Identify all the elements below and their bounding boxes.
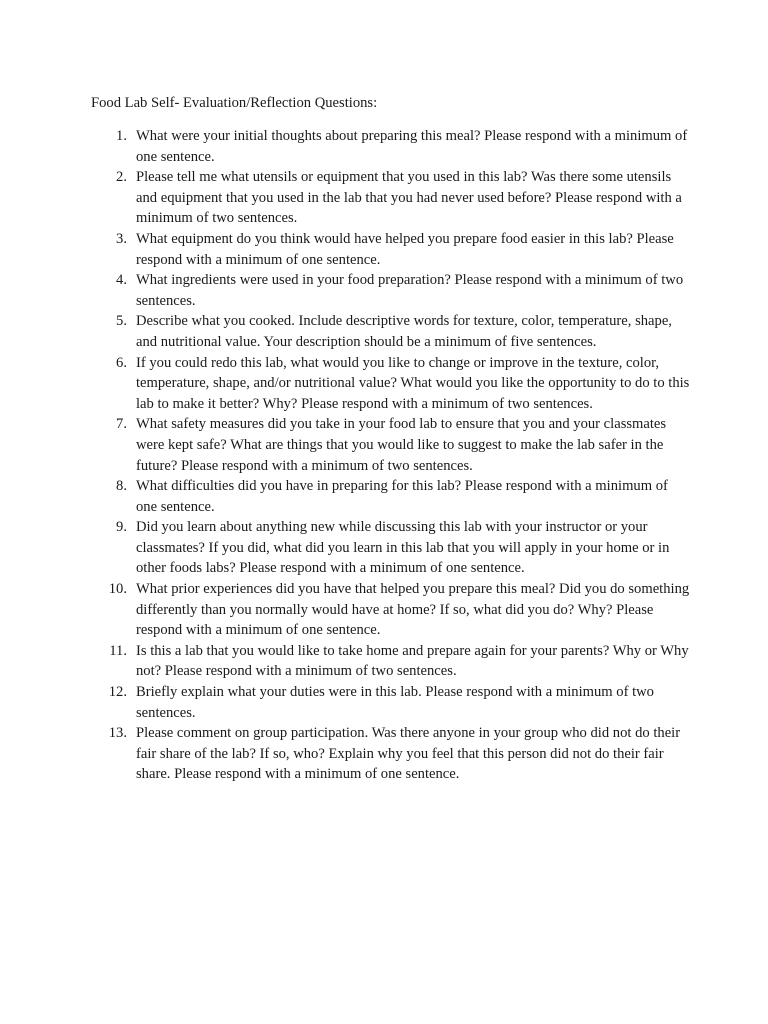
question-item <box>91 270 691 311</box>
question-text: What prior experiences did you have that helped you prepare this meal? Did you do something differently than you normally would have at home? If so, what did you do? Why? Please respond with a minimum of one sentence. <box>136 581 690 639</box>
question-text: Did you learn about anything new while discussing this lab with your instructor or your classmates? If you did, what did you learn in this lab that you will apply in your home or in other foods labs? Please respond with a minimum of one sentence. <box>136 519 670 577</box>
question-number: 1. <box>116 128 127 144</box>
question-item <box>91 476 691 517</box>
question-text: Please comment on group participation. Was there anyone in your group who did not do their fair share of the lab? If so, who? Explain why you feel that this person did not do their fair share. Please respond with a minimum of one sentence. <box>136 725 681 783</box>
question-item <box>91 723 691 785</box>
question-text: Is this a lab that you would like to take home and prepare again for your parents? Why or Why not? Please respond with a minimum of two sentences. <box>136 642 689 680</box>
question-number: 2. <box>116 169 127 186</box>
question-number: 10. <box>108 581 127 598</box>
question-item <box>91 414 691 476</box>
question-item <box>91 229 691 270</box>
question-text: What were your initial thoughts about preparing this meal? Please respond with a minimum of one sentence. <box>136 128 688 165</box>
question-number: 11. <box>109 642 127 659</box>
question-text: What equipment do you think would have helped you prepare food easier in this lab? Please respond with a minimum of one sentence. <box>136 230 674 268</box>
question-item <box>91 353 691 415</box>
question-text: Briefly explain what your duties were in this lab. Please respond with a minimum of two sentences. <box>136 684 654 721</box>
question-text: Describe what you cooked. Include descriptive words for texture, color, temperature, shape, and nutritional value. Your description should be a minimum of five sentences. <box>136 313 672 350</box>
question-number: 3. <box>116 230 127 247</box>
document-title: Food Lab Self- Evaluation/Reflection Questions: <box>91 95 378 111</box>
question-text: What safety measures did you take in your food lab to ensure that you and your classmates were kept safe? What are things that you would like to suggest to make the lab safer in the future? Please respond with a minimum of two sentences. <box>136 416 667 474</box>
question-item <box>91 579 691 641</box>
question-number: 12. <box>108 684 127 701</box>
question-number: 9. <box>116 519 127 536</box>
question-number: 4. <box>116 272 127 289</box>
question-number: 7. <box>116 416 127 433</box>
question-item <box>91 682 691 723</box>
question-text: What difficulties did you have in preparing for this lab? Please respond with a minimum of one sentence. <box>136 478 668 515</box>
question-number: 13. <box>108 725 127 742</box>
question-number: 5. <box>116 313 127 330</box>
question-item <box>91 167 691 229</box>
question-item <box>91 311 691 352</box>
question-item <box>91 641 691 682</box>
question-list <box>91 126 691 785</box>
question-text: If you could redo this lab, what would you like to change or improve in the texture, color, temperature, shape, and/or nutritional value? What would you like the opportunity to do to this lab to make it better? Why? Please respond with a minimum of two sentences. <box>136 354 690 412</box>
question-item <box>91 126 691 167</box>
question-item <box>91 517 691 579</box>
question-number: 6. <box>116 354 127 371</box>
question-number: 8. <box>116 478 127 495</box>
question-text: Please tell me what utensils or equipment that you used in this lab? Was there some utensils and equipment that you used in the lab that you had never used before? Please respond with a minimum of two sentences. <box>136 169 682 227</box>
question-text: What ingredients were used in your food preparation? Please respond with a minimum of two sentences. <box>136 272 684 309</box>
